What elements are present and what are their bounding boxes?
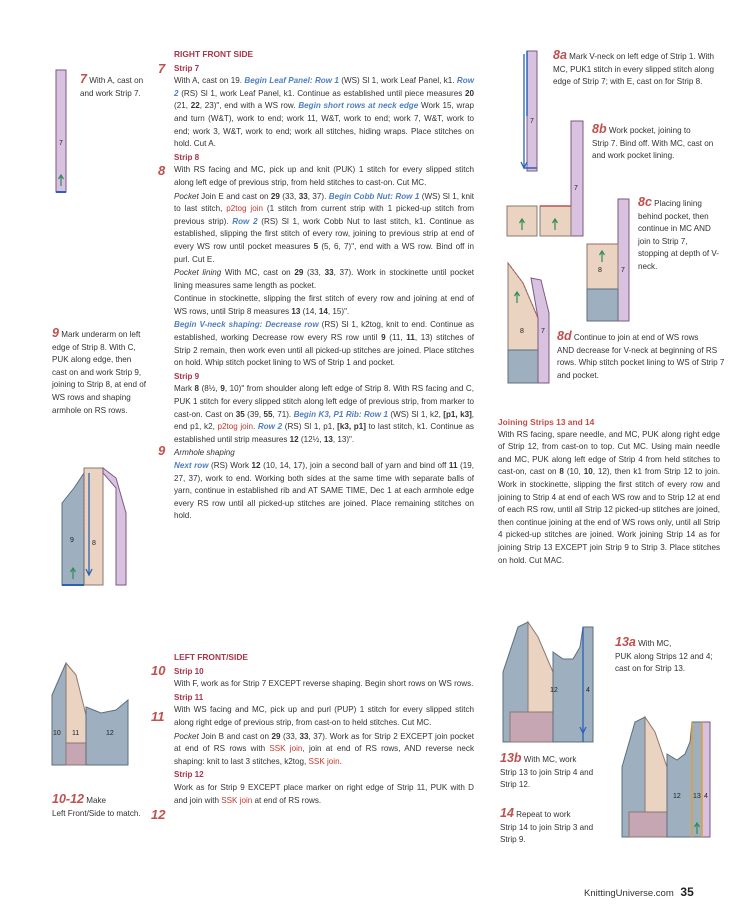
caption-8c: 8c Placing lining behind pocket, then continue in MC AND join to Strip 7, stopping at depth of V-neck.	[638, 195, 719, 271]
strip-7-shape	[571, 121, 583, 236]
strip-10-label: 10	[53, 730, 61, 737]
strip-7-shape	[618, 199, 629, 321]
strip-8-label: 8	[92, 540, 96, 547]
strip-8-label: 8	[598, 267, 602, 274]
step-number-9: 9	[158, 443, 166, 458]
caption-7: 7 With A, cast on and work Strip 7.	[80, 72, 144, 98]
caption-8d: 8d Continue to join at end of WS rows AND decrease for V-neck at beginning of RS rows. Whip stitch pocket lining to WS of Strip 7 and pocket.	[557, 329, 725, 380]
strip-8-pickup: With RS facing and MC, pick up and knit (PUK) 1 stitch for every slipped stitch along left edge of previous strip, from held stitches to cast-on. Cut MC.	[174, 165, 474, 187]
strip-12-label: 12	[106, 730, 114, 737]
strip-7-label: 7	[530, 118, 534, 125]
strip-13-shape	[692, 722, 702, 837]
step-number-11: 11	[151, 709, 165, 724]
caption-13a: 13a With MC, PUK along Strips 12 and 4; cast on for Strip 13.	[615, 635, 713, 674]
step-number-12: 12	[151, 807, 166, 822]
page-number: 35	[680, 885, 694, 899]
strip-9-label: 9	[70, 537, 74, 544]
diagram-8d	[503, 258, 555, 388]
strip-9-shape	[553, 627, 593, 742]
strip-10-title: Strip 10	[174, 666, 204, 676]
joining-section	[498, 416, 720, 567]
strip-8-continue: Continue in stockinette, slipping the first stitch of every row and joining at end of WS rows, until Strip 8 measures 13 (14, 14, 15)".	[174, 294, 474, 316]
strip-11-title: Strip 11	[174, 692, 204, 702]
strip-7-shape	[103, 468, 126, 585]
strip-12-label: 12	[673, 793, 681, 800]
strip-4-label: 4	[704, 793, 708, 800]
strip-8-vneck: Begin V-neck shaping: Decrease row (RS) Sl 1, k2tog, knit to end. Continue as established, working Decrease row every RS row until 9 (11, 11, 13) stitches of Strip 2 remain, then work even until all picked-up stitches are joined. Place stitches on hold. Whip stitch pocket lining to WS of Strip 1 and pocket.	[174, 320, 475, 368]
diagram-strip-9	[56, 463, 136, 593]
strip-9-armhole: Next row (RS) Work 12 (10, 14, 17), join a second ball of yarn and bind off 11 (19, 27, 37), work to end. Working both sides at the same time with separate balls of yarn, continue in established rib and AT SAME TIME, Dec 1 at each armhole edge every RS row until all picked-up stitches are joined. Place remaining stitches on hold.	[174, 461, 474, 521]
pocket-shape	[508, 350, 538, 383]
site-name: KnittingUniverse.com	[584, 888, 674, 899]
strip-12-label: 12	[550, 687, 558, 694]
strip-8-label: 8	[520, 328, 524, 335]
pocket-lining-shape	[510, 712, 553, 742]
strip-11-pickup: With WS facing and MC, pick up and purl (PUP) 1 stitch for every slipped stitch along right edge of previous strip, from cast-on to held stitches. Cut MC.	[174, 705, 474, 727]
strip-9-text: Mark 8 (8½, 9, 10)" from shoulder along left edge of Strip 8. With RS facing and C, PUK 1 stitch for every slipped stitch along left edge of previous strip, from marker to cast-on. Cast on 35 (39, 55, 71). Begin K3, P1 Rib: Row 1 (WS) Sl 1, k2, [p1, k3], end p1, k2, p2tog join. Row 2 (RS) Sl 1, p1, [k3, p1] to last stitch, k1. Continue as established until strip measures 12 (12½, 13, 13)".	[174, 384, 475, 444]
strip-12-text: Work as for Strip 9 EXCEPT place marker on right edge of Strip 11, PUK with D and join with SSK join at end of RS rows.	[174, 782, 474, 805]
step-number-8: 8	[158, 163, 166, 178]
section-heading-right-front: RIGHT FRONT SIDE	[174, 49, 254, 59]
left-front-column	[174, 651, 474, 808]
caption-8b: 8b Work pocket, joining to Strip 7. Bind off. With MC, cast on and work pocket lining.	[592, 122, 714, 161]
section-heading-left-front: LEFT FRONT/SIDE	[174, 652, 248, 662]
right-front-column	[174, 48, 474, 524]
strip-7-label: 7	[541, 328, 545, 335]
diagram-13a	[498, 617, 610, 747]
step-number-10: 10	[151, 663, 166, 678]
armhole-shaping-label: Armhole shaping	[174, 448, 235, 458]
caption-10-12: 10-12 Make Left Front/Side to match.	[52, 792, 141, 818]
caption-14: 14 Repeat to work Strip 14 to join Strip 3 and Strip 9.	[500, 806, 594, 845]
step-number-7: 7	[158, 61, 166, 76]
strip-10-text: With F, work as for Strip 7 EXCEPT reverse shaping. Begin short rows on WS rows.	[174, 679, 474, 689]
diagram-strip-7	[50, 68, 72, 196]
strip-4-label: 4	[586, 687, 590, 694]
strip-10-shape	[52, 663, 66, 765]
strip-11-pocket: Pocket Join B and cast on 29 (33, 33, 37). Work as for Strip 2 EXCEPT join pocket at end of RS rows with SSK join, join at end of RS rows, AND reverse neck shaping: knit to last 3 stitches, k2tog, SSK join.	[174, 731, 474, 766]
strip-8-title: Strip 8	[174, 152, 200, 162]
strip-8-pocket: Pocket Join E and cast on 29 (33, 33, 37). Begin Cobb Nut: Row 1 (WS) Sl 1, knit to last stitch, p2tog join (1 stitch from current strip with 1 picked-up stitch from previous strip). Row 2 (RS) Sl 1, work Cobb Nut to last stitch, k1. Continue as established, slipping the first stitch of every row, joining to previous strip at end of every WS row until pocket measures 5 (5, 6, 7)", end with a WS row. Bind off in purl. Cut E.	[174, 191, 475, 264]
pocket-lining-shape	[629, 812, 667, 837]
strip-7-title: Strip 7	[174, 63, 200, 73]
caption-8a: 8a Mark V-neck on left edge of Strip 1. With MC, PUK1 stitch in every slipped stitch along edge of Strip 7; with E, cast on for Strip 8.	[553, 48, 715, 87]
strip-9-shape	[667, 722, 692, 837]
strip-7-shape	[56, 70, 66, 192]
pocket-shape	[587, 289, 618, 321]
strip-7-label: 7	[574, 185, 578, 192]
diagram-14	[617, 712, 722, 842]
pocket-lining-shape	[66, 743, 86, 765]
joining-text: With RS facing, spare needle, and MC, PUK along right edge of Strip 12, from cast-on to top. Cut MC. Using main needle and MC, PUK along left edge of Strip 4 from held stitches to cast-on, cast on 8 (10, 10, 12), then k1 from Strip 12 to join. Work in stockinette, slipping the first stitch of every row and joining to Strip 4 at end of each WS row and to Strip 12 at end of each RS row, until all Strip 12 picked-up stitches are joined, then continue joining at the end of WS rows only, until all Strip 4 picked-up stitches are joined. Work joining Strip 14 as for joining Strip 13 EXCEPT join Strip 9 to Strip 3. Place stitches on hold. Cut MAC.	[498, 429, 721, 565]
strip-14-shape	[702, 722, 710, 837]
strip-8-pocket-lining: Pocket lining With MC, cast on 29 (33, 33, 37). Work in stockinette until pocket lining measures same length as pocket.	[174, 268, 474, 290]
page-footer	[584, 886, 694, 901]
strip-11-label: 11	[72, 730, 80, 737]
strip-13-label: 13	[693, 793, 701, 800]
strip-9-title: Strip 9	[174, 371, 200, 381]
caption-9: 9 Mark underarm on left edge of Strip 8. With C, PUK along edge, then cast on and work Strip 9, joining to Strip 8, at end of WS rows and shaping armhole on RS rows.	[52, 326, 147, 415]
strip-7-label: 7	[59, 140, 63, 147]
strip-8-shape	[84, 468, 103, 585]
strip-12-title: Strip 12	[174, 770, 204, 780]
strip-7-label: 7	[621, 267, 625, 274]
caption-13b: 13b With MC, work Strip 13 to join Strip 4 and Strip 12.	[500, 751, 594, 790]
diagram-8b	[503, 118, 588, 240]
strip-7-text: With A, cast on 19. Begin Leaf Panel: Row 1 (WS) Sl 1, work Leaf Panel, k1. Row 2 (RS) Sl 1, work Leaf Panel, k1. Continue as established until piece measures 20 (21, 22, 23)", end with a WS row. Begin short rows at neck edge Work 15, wrap and turn (W&T), work to end; work 11, W&T, work to end; work 7, W&T, work to end; work 3, W&T, work to end; work all stitches, hiding wraps. Place stitches on hold. Cut A.	[174, 76, 475, 149]
diagram-strips-10-12	[46, 655, 136, 770]
joining-heading: Joining Strips 13 and 14	[498, 417, 595, 427]
diagram-8c	[583, 196, 633, 326]
